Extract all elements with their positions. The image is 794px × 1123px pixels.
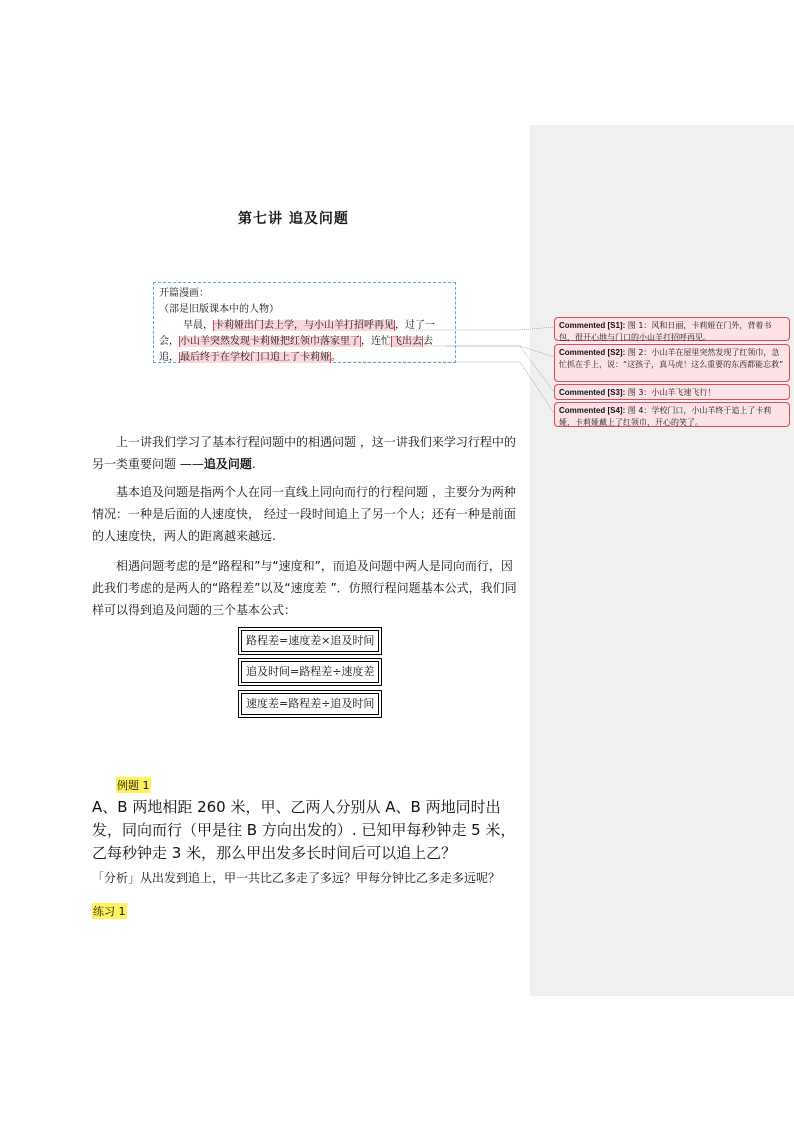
leader-line-4 (345, 362, 554, 413)
comment-tag: Commented [S3]: (559, 388, 626, 397)
paragraph-text: 相遇问题考虑的是“路程和”与“速度和”，而追及问题中两人是同向而行，因此我们考虑的是两人的“路程差”以及“速度差 ”．仿照行程问题基本公式，我们同样可以得到追及问题的三个基本公式： (92, 559, 517, 617)
formula-intro-paragraph (92, 555, 522, 621)
comic-line-1 (159, 318, 450, 334)
comic-line-3 (159, 350, 450, 366)
comment-balloon-1[interactable] (554, 317, 790, 341)
commented-text-3[interactable]: 飞出去 (392, 336, 422, 347)
comment-tag: Commented [S2]: (559, 348, 626, 357)
bold-term: 追及问题 (203, 457, 252, 471)
comic-text: 去 (423, 336, 433, 347)
comment-text: 图 1：风和日丽，卡莉娅在门外，背着书包，很开心地与门口的小山羊打招呼再见。 (559, 321, 772, 342)
comic-text: 。 (331, 352, 341, 363)
formula-box-3: 速度差=路程差÷追及时间 (238, 690, 382, 718)
paragraph-text: . (251, 457, 256, 471)
comic-line-2 (159, 334, 450, 350)
commented-text-1[interactable]: 卡莉娅出门去上学，与小山羊打招呼再见 (214, 320, 394, 331)
intro-paragraph (92, 431, 522, 475)
comic-textbox (153, 282, 456, 363)
comment-balloon-3[interactable] (554, 384, 790, 400)
example-question: A、B 两地相距 260 米，甲、乙两人分别从 A、B 两地同时出发，同向而行（甲是往 B 方向出发的）. 已知甲每秒钟走 5 米，乙每秒钟走 3 米，那么甲出发多长时间后可以追上乙？ (92, 798, 516, 862)
comment-text: 图 4：学校门口，小山羊终于追上了卡莉娅，卡莉娅戴上了红领巾，开心的笑了。 (559, 406, 772, 427)
comic-note: （部是旧版课本中的人物） (159, 304, 279, 315)
formula-box-2: 追及时间=路程差÷速度差 (238, 658, 382, 686)
comment-balloon-4[interactable] (554, 402, 790, 427)
comic-text: ，连忙 (361, 336, 391, 347)
comic-text: 早晨， (183, 320, 213, 331)
example-analysis: 「分析」从出发到追上，甲一共比乙多走了多远？甲每分钟比乙多走多远呢？ (92, 871, 501, 885)
commented-text-2[interactable]: 小山羊突然发现卡莉娅把红领巾落家里了 (180, 336, 360, 347)
practice-label: 练习 1 (93, 905, 126, 918)
comment-tag: Commented [S4]: (559, 406, 626, 415)
comment-balloon-2[interactable] (554, 344, 790, 382)
comic-heading: 开篇漫画： (159, 288, 209, 299)
paragraph-text: 上一讲我们学习了基本行程问题中的相遇问题 ，这一讲我们来学习行程中的另一类重要问题 —— (92, 435, 516, 471)
comic-text: ，过了一 (395, 320, 435, 331)
definition-paragraph (92, 481, 522, 547)
comic-text: 会， (159, 336, 179, 347)
page-title: 第七讲 追及问题 (238, 211, 349, 227)
comments-pane (530, 125, 794, 996)
example-label: 例题 1 (117, 779, 150, 792)
paragraph-text: 基本追及问题是指两个人在同一直线上同向而行的行程问题 ，主要分为两种情况：一种是后面的人速度快， 经过一段时间追上了另一个人；还有一种是前面的人速度快，两人的距离越来越远. (92, 485, 516, 543)
comic-text: 追， (159, 352, 179, 363)
comment-text: 图 2：小山羊在屋里突然发现了红领巾，急忙抓在手上，说：“这孩子，真马虎！这么重要的东西都能忘救” (559, 348, 784, 369)
commented-text-4[interactable]: 最后终于在学校门口追上了卡莉娅 (180, 352, 330, 363)
formula-box-1: 路程差=速度差×追及时间 (238, 627, 382, 655)
comment-text: 图 3：小山羊飞速飞行！ (627, 388, 716, 397)
comment-tag: Commented [S1]: (559, 321, 626, 330)
